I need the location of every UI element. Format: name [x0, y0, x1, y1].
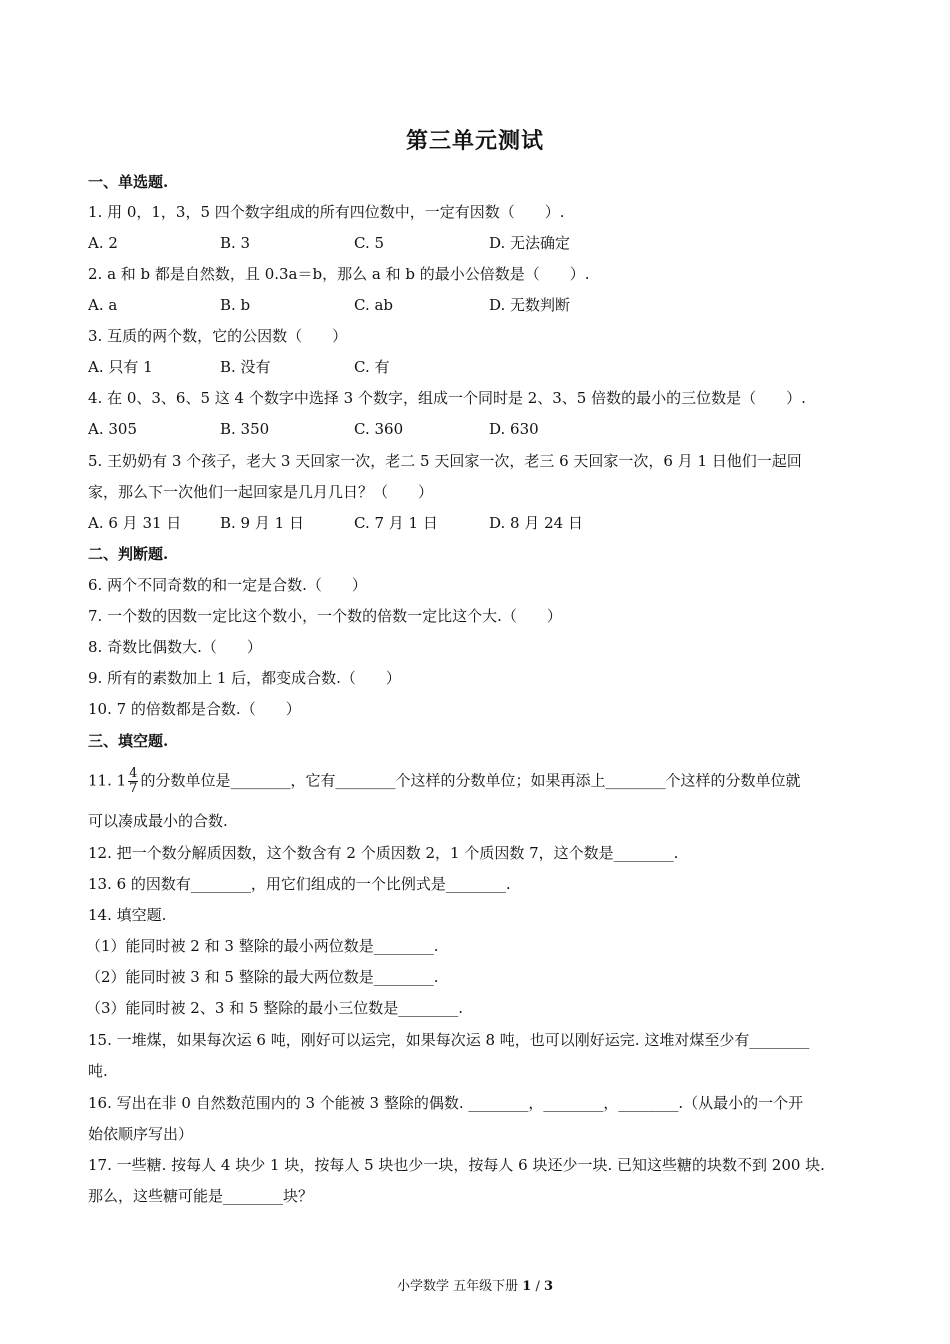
question-7: 7. 一个数的因数一定比这个数小，一个数的倍数一定比这个大.（ ） [88, 607, 562, 625]
q2-option-b: B. b [220, 296, 251, 314]
q4-option-a: A. 305 [88, 420, 137, 438]
question-13: 13. 6 的因数有________，用它们组成的一个比例式是________. [88, 875, 511, 893]
question-14-part-3: （3）能同时被 2、3 和 5 整除的最小三位数是________. [86, 999, 464, 1017]
question-12: 12. 把一个数分解质因数，这个数含有 2 个质因数 2，1 个质因数 7，这个数是________. [88, 844, 679, 862]
q5-option-b: B. 9 月 1 日 [220, 514, 304, 532]
fraction-numerator: 4 [129, 766, 138, 781]
question-16-line-1: 16. 写出在非 0 自然数范围内的 3 个能被 3 整除的偶数. ________，________，________.（从最小的一个开 [88, 1094, 804, 1112]
question-17-line-1: 17. 一些糖. 按每人 4 块少 1 块，按每人 5 块也少一块，按每人 6 块还少一块. 已知这些糖的块数不到 200 块. [88, 1156, 825, 1174]
question-15-line-1: 15. 一堆煤，如果每次运 6 吨，刚好可以运完，如果每次运 8 吨，也可以刚好运完. 这堆对煤至少有________ [88, 1031, 810, 1049]
q1-option-a: A. 2 [88, 234, 118, 252]
q4-option-c: C. 360 [354, 420, 404, 438]
footer-page-number: 1 [522, 1279, 532, 1294]
q1-option-d: D. 无法确定 [489, 234, 571, 252]
question-5-line-2: 家，那么下一次他们一起回家是几月几日？（ ） [88, 483, 434, 501]
question-3: 3. 互质的两个数，它的公因数（ ） [88, 327, 348, 345]
section-heading-single-choice: 一、单选题. [88, 173, 169, 191]
question-14: 14. 填空题. [88, 906, 167, 924]
footer-separator: / [531, 1279, 544, 1294]
q3-option-a: A. 只有 1 [88, 358, 153, 376]
q11-prefix: 11. 1 [88, 771, 127, 790]
question-4: 4. 在 0、3、6、5 这 4 个数字中选择 3 个数字，组成一个同时是 2、3、5 倍数的最小的三位数是（ ）. [88, 389, 806, 407]
question-5-line-1: 5. 王奶奶有 3 个孩子，老大 3 天回家一次，老二 5 天回家一次，老三 6 天回家一次，6 月 1 日他们一起回 [88, 452, 802, 470]
question-14-part-1: （1）能同时被 2 和 3 整除的最小两位数是________. [86, 937, 439, 955]
fraction-denominator: 7 [129, 781, 138, 796]
q11-rest: 的分数单位是________，它有________个这样的分数单位；如果再添上________个这样的分数单位就 [140, 771, 801, 790]
q3-option-c: C. 有 [354, 358, 390, 376]
question-1: 1. 用 0，1，3，5 四个数字组成的所有四位数中，一定有因数（ ）. [88, 203, 565, 221]
page-title: 第三单元测试 [405, 128, 544, 154]
footer-text: 小学数学 五年级下册 [396, 1279, 519, 1294]
q5-option-a: A. 6 月 31 日 [88, 514, 182, 532]
question-2: 2. a 和 b 都是自然数，且 0.3a＝b，那么 a 和 b 的最小公倍数是（ ）. [88, 265, 590, 283]
question-9: 9. 所有的素数加上 1 后，都变成合数.（ ） [88, 669, 401, 687]
page-footer [0, 1275, 950, 1294]
question-8: 8. 奇数比偶数大.（ ） [88, 638, 262, 656]
question-11-line-1 [88, 767, 800, 796]
footer-page-total: 3 [543, 1279, 554, 1294]
q5-option-c: C. 7 月 1 日 [354, 514, 438, 532]
question-15-line-2: 吨. [88, 1062, 108, 1080]
question-6: 6. 两个不同奇数的和一定是合数.（ ） [88, 576, 367, 594]
q1-option-b: B. 3 [220, 234, 251, 252]
q4-option-d: D. 630 [489, 420, 539, 438]
question-17-line-2: 那么，这些糖可能是________块？ [88, 1187, 314, 1205]
question-11-line-2: 可以凑成最小的合数. [88, 812, 228, 830]
section-heading-true-false: 二、判断题. [88, 545, 169, 563]
q1-option-c: C. 5 [354, 234, 385, 252]
q5-option-d: D. 8 月 24 日 [489, 514, 583, 532]
fraction [128, 767, 138, 796]
q3-option-b: B. 没有 [220, 358, 271, 376]
q2-option-a: A. a [88, 296, 118, 314]
q2-option-c: C. ab [354, 296, 394, 314]
q4-option-b: B. 350 [220, 420, 270, 438]
question-10: 10. 7 的倍数都是合数.（ ） [88, 700, 301, 718]
section-heading-fill-blank: 三、填空题. [88, 732, 169, 750]
question-16-line-2: 始依顺序写出） [88, 1125, 194, 1143]
q2-option-d: D. 无数判断 [489, 296, 571, 314]
question-14-part-2: （2）能同时被 3 和 5 整除的最大两位数是________. [86, 968, 439, 986]
